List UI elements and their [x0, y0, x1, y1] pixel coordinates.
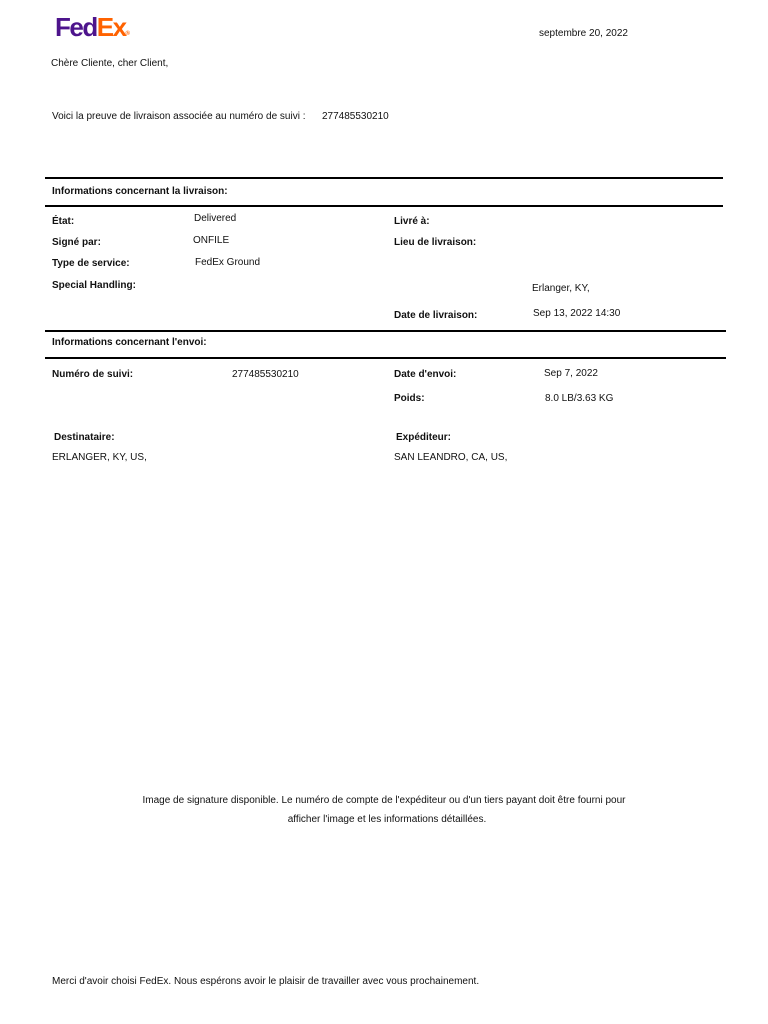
- special-handling-label: Special Handling:: [52, 280, 136, 291]
- service-type-value: FedEx Ground: [195, 257, 261, 268]
- signed-by-value: ONFILE: [193, 235, 230, 246]
- section-divider: [45, 330, 726, 332]
- recipient-label: Destinataire:: [54, 432, 115, 443]
- shipper-label: Expéditeur:: [396, 432, 452, 443]
- intro-tracking-number: 277485530210: [322, 111, 389, 122]
- delivery-date-value: Sep 13, 2022 14:30: [533, 308, 621, 319]
- delivery-location-value: Erlanger, KY,: [532, 283, 590, 294]
- ship-date-value: Sep 7, 2022: [544, 368, 598, 379]
- tracking-label: Numéro de suivi:: [52, 369, 134, 380]
- signature-note-line2: afficher l'image et les informations détaillées.: [287, 814, 487, 825]
- status-value: Delivered: [194, 213, 237, 224]
- ship-date-label: Date d'envoi:: [394, 369, 457, 380]
- section-divider: [45, 205, 723, 207]
- signature-note-line1: Image de signature disponible. Le numéro de compte de l'expéditeur ou d'un tiers payant doit être fourni pour: [142, 795, 626, 806]
- shipper-value: SAN LEANDRO, CA, US,: [394, 452, 508, 463]
- weight-label: Poids:: [394, 393, 425, 404]
- footer-thanks: Merci d'avoir choisi FedEx. Nous espérons avoir le plaisir de travailler avec vous prochainement.: [52, 976, 480, 987]
- delivered-to-label: Livré à:: [394, 216, 430, 227]
- section-divider: [45, 177, 723, 179]
- letter-date: septembre 20, 2022: [539, 28, 628, 39]
- recipient-value: ERLANGER, KY, US,: [52, 452, 147, 463]
- service-type-label: Type de service:: [52, 258, 130, 269]
- delivery-section-title: Informations concernant la livraison:: [52, 186, 228, 197]
- tracking-value: 277485530210: [232, 369, 299, 380]
- greeting: Chère Cliente, cher Client,: [51, 58, 169, 69]
- weight-value: 8.0 LB/3.63 KG: [545, 393, 614, 404]
- signed-by-label: Signé par:: [52, 237, 101, 248]
- status-label: État:: [52, 216, 75, 227]
- shipment-section-title: Informations concernant l'envoi:: [52, 337, 207, 348]
- section-divider: [45, 357, 726, 359]
- delivery-date-label: Date de livraison:: [394, 310, 478, 321]
- fedex-logo: FedEx®: [55, 12, 130, 42]
- intro-text: Voici la preuve de livraison associée au numéro de suivi :: [52, 111, 306, 122]
- delivery-location-label: Lieu de livraison:: [394, 237, 477, 248]
